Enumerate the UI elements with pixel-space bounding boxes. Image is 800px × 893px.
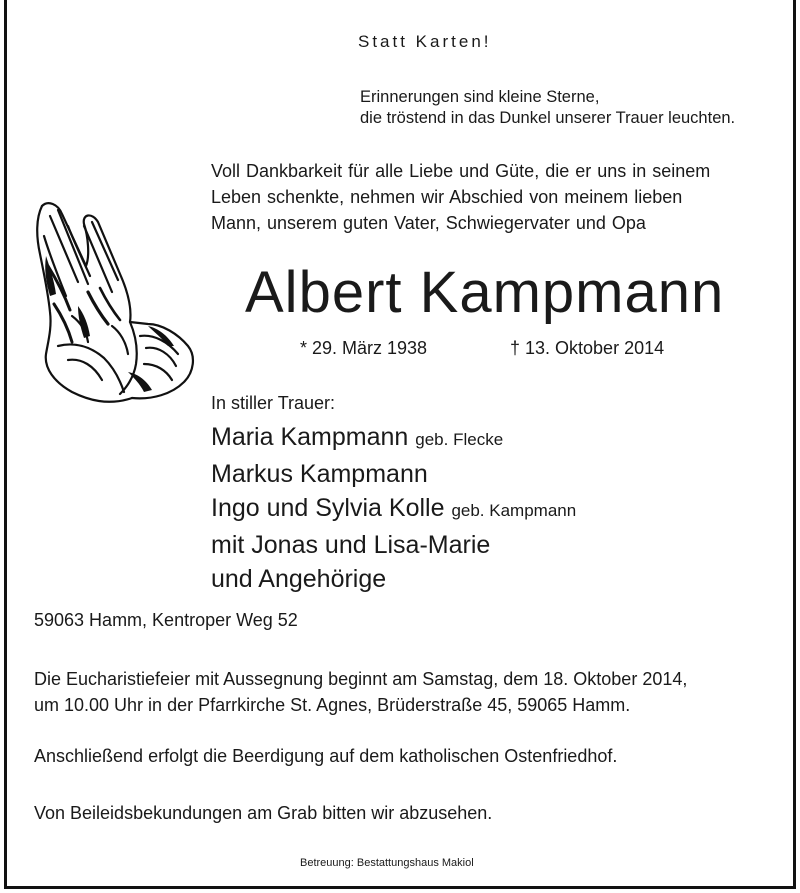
intro-line: Mann, unserem guten Vater, Schwiegervater und Opa bbox=[211, 213, 646, 233]
mourner-row bbox=[211, 420, 576, 457]
quote-line: Erinnerungen sind kleine Sterne, bbox=[360, 88, 600, 106]
quote-line: die tröstend in das Dunkel unserer Trauer leuchten. bbox=[360, 109, 736, 127]
mourning-heading: In stiller Trauer: bbox=[211, 393, 336, 413]
burial-info: Anschließend erfolgt die Beerdigung auf dem katholischen Ostenfriedhof. bbox=[34, 746, 618, 766]
service-info bbox=[34, 666, 687, 718]
intro-line: Leben schenkte, nehmen wir Abschied von meinem lieben bbox=[211, 187, 683, 207]
mourner-name: Ingo und Sylvia Kolle bbox=[211, 494, 445, 522]
mourner-row bbox=[211, 491, 576, 528]
mourner-note: geb. Flecke bbox=[415, 430, 504, 449]
birth-date: * 29. März 1938 bbox=[300, 338, 428, 358]
mourner-name: mit Jonas und Lisa-Marie bbox=[211, 531, 491, 559]
statt-karten: Statt Karten! bbox=[358, 32, 492, 51]
mourner-row bbox=[211, 562, 576, 596]
condolence-note: Von Beileidsbekundungen am Grab bitten wir abzusehen. bbox=[34, 803, 493, 823]
deceased-name: Albert Kampmann bbox=[245, 260, 725, 325]
intro-line: Voll Dankbarkeit für alle Liebe und Güte, die er uns in seinem bbox=[211, 161, 711, 181]
mourners-list bbox=[211, 420, 576, 596]
funeral-home-credit: Betreuung: Bestattungshaus Makiol bbox=[300, 857, 474, 869]
intro-text bbox=[211, 158, 710, 236]
death-date: † 13. Oktober 2014 bbox=[510, 338, 665, 358]
mourner-name: Markus Kampmann bbox=[211, 460, 428, 488]
mourner-row bbox=[211, 457, 576, 491]
memorial-quote bbox=[360, 87, 735, 129]
mourner-note: geb. Kampmann bbox=[451, 501, 577, 520]
service-line: um 10.00 Uhr in der Pfarrkirche St. Agnes, Brüderstraße 45, 59065 Hamm. bbox=[34, 695, 631, 715]
service-line: Die Eucharistiefeier mit Aussegnung beginnt am Samstag, dem 18. Oktober 2014, bbox=[34, 669, 688, 689]
mourner-name: und Angehörige bbox=[211, 565, 387, 593]
mourner-row bbox=[211, 528, 576, 562]
mourner-name: Maria Kampmann bbox=[211, 423, 409, 451]
family-address: 59063 Hamm, Kentroper Weg 52 bbox=[34, 610, 298, 630]
praying-hands-icon bbox=[28, 196, 198, 411]
